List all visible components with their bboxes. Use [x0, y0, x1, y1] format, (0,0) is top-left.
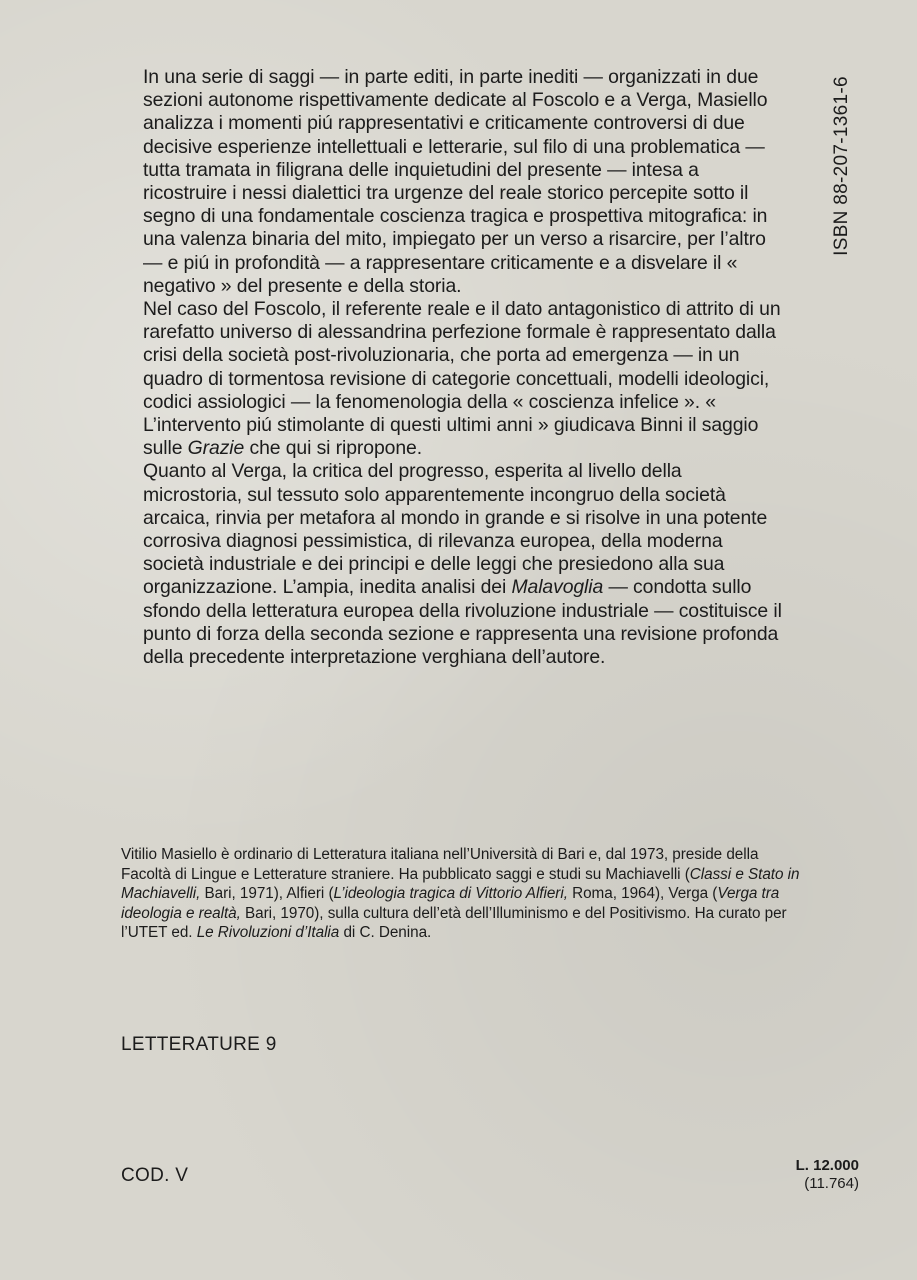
blurb-paragraph-2 — [143, 298, 783, 460]
title-malavoglia: Malavoglia — [511, 576, 604, 599]
blurb-paragraph-3 — [143, 460, 783, 669]
isbn-vertical — [822, 66, 862, 266]
author-bio — [121, 845, 801, 943]
author-bio-text — [121, 845, 801, 943]
bio-title-3: Verga tra ideologia e realtà, — [121, 885, 780, 922]
bio-text-1: Vitilio Masiello è ordinario di Letteratura italiana nell’Università di Bari e, dal 1973, preside della Facoltà di Lingue e Letterature straniere. Ha pubblicato saggi e studi su Machiavelli ( — [121, 846, 759, 883]
blurb-paragraph-1-text: In una serie di saggi — in parte editi, in parte inediti — organizzati in due sezioni autonome rispettivamente dedicate al Foscolo e a Verga, Masiello analizza i momenti piú rappresentativi e criticamente controversi di due decisive esperienze intellettuali e letterarie, sul filo di una problematica — tutta tramata in filigrana delle inquietudini del presente — intesa a ricostruire i nessi dialettici tra urgenze del reale storico percepite sotto il segno di una fondamentale coscienza tragica e prospettiva mitografica: in una valenza binaria del mito, impiegato per un verso a risarcire, per l’altro — e piú in profondità — a rappresentare criticamente e a disvelare il « negativo » del presente e della storia. — [143, 66, 768, 297]
cod-label: COD. V — [121, 1165, 189, 1186]
series-label: LETTERATURE 9 — [121, 1034, 277, 1055]
bio-title-2: L’ideologia tragica di Vittorio Alfieri, — [333, 885, 568, 903]
price: L. 12.000 — [795, 1157, 859, 1174]
title-grazie: Grazie — [187, 437, 245, 460]
bio-text-2: Bari, 1971), Alfieri ( — [200, 885, 334, 903]
blurb-paragraph-2-text-b: che qui si ripropone. — [244, 437, 422, 460]
bio-title-4: Le Rivoluzioni d’Italia — [196, 924, 340, 942]
blurb-paragraph-3-text-b: — condotta sullo sfondo della letteratura europea della rivoluzione industriale — costituisce il punto di forza della seconda sezione e rappresenta una revisione profonda della precedente interpretazione verghiana dell’autore. — [143, 576, 782, 669]
bio-text-3: Roma, 1964), Verga ( — [567, 885, 718, 903]
bio-text-5: di C. Denina. — [339, 924, 432, 942]
blurb-paragraph-2-text-a: Nel caso del Foscolo, il referente reale e il dato antagonistico di attrito di un rarefatto universo di alessandrina perfezione formale è rappresentato dalla crisi della società post-rivoluzionaria, che porta ad emergenza — in un quadro di tormentosa revisione di categorie concettuali, modelli ideologici, codici assiologici — la fenomenologia della « coscienza infelice ». « L’intervento piú stimolante di questi ultimi anni » giudicava Binni il saggio sulle — [143, 298, 781, 460]
bio-title-1: Classi e Stato in Machiavelli, — [121, 865, 800, 903]
blurb — [143, 66, 783, 669]
isbn-text: ISBN 88-207-1361-6 — [831, 76, 852, 256]
bio-text-4: Bari, 1970), sulla cultura dell’età dell’Illuminismo e del Positivismo. Ha curato per l’UTET ed. — [121, 904, 787, 942]
price-block — [796, 1157, 859, 1193]
blurb-paragraph-1 — [143, 66, 783, 298]
price-secondary: (11.764) — [804, 1175, 859, 1192]
blurb-paragraph-3-text-a: Quanto al Verga, la critica del progresso, esperita al livello della microstoria, sul tessuto solo apparentemente incongruo della società arcaica, rinvia per metafora al mondo in grande e si risolve in una potente corrosiva diagnosi pessimistica, di rilevanza europea, della moderna società industriale e dei principi e delle leggi che presiedono alla sua organizzazione. L’ampia, inedita analisi dei — [143, 460, 768, 599]
